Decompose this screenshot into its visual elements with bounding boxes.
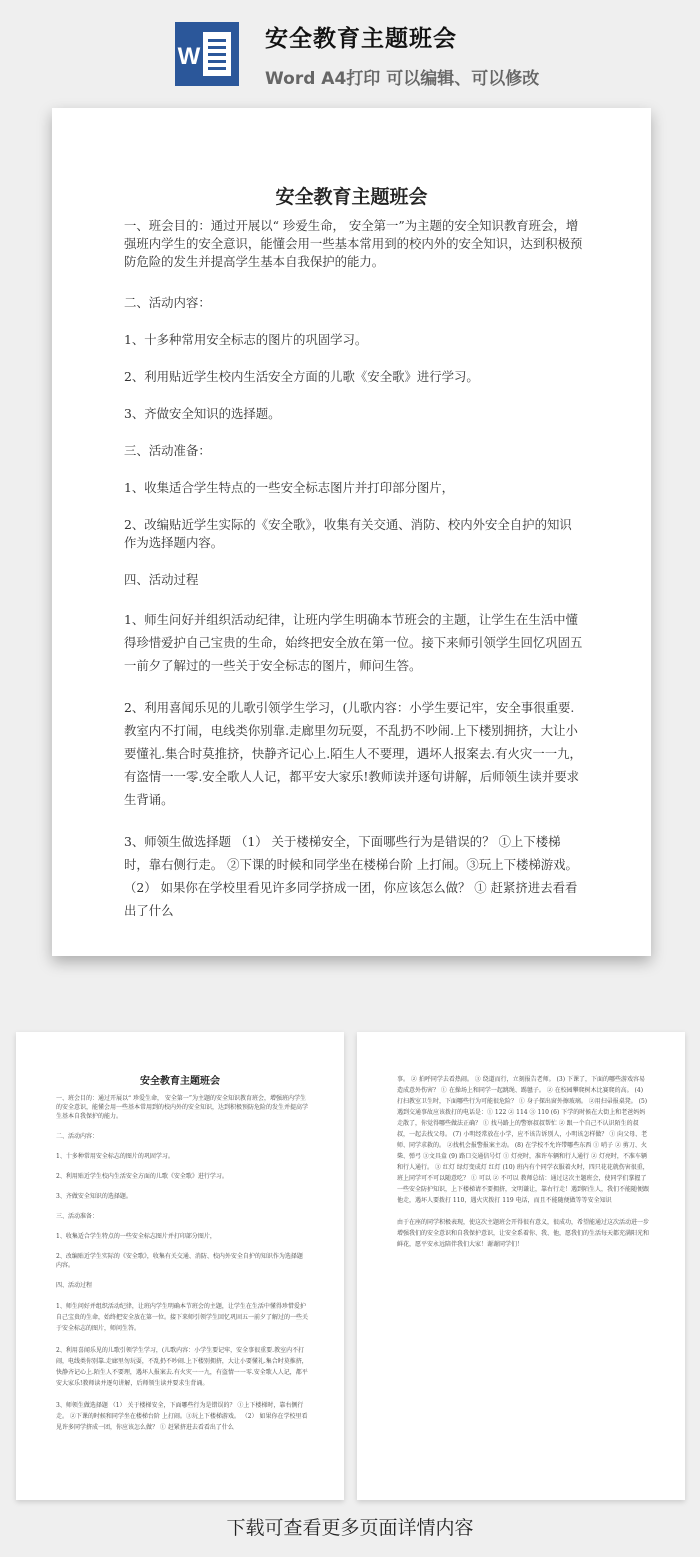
document-body	[124, 217, 584, 922]
thumb-paragraph: 2、利用贴近学生校内生活安全方面的儿歌《安全歌》进行学习。	[56, 1173, 228, 1180]
thumb-paragraph: 1、师生问好并组织活动纪律，让班内学生明确本节班会的主题，让学生在生活中懂得珍惜爱护自己宝贵的生命，始终把安全放在第一位。接下来师引领学生回忆巩固五一前夕了解过的一些关于安全标志的图片，师问生答。	[56, 1303, 309, 1332]
download-more-prompt[interactable]: 下载可查看更多页面详情内容	[226, 1517, 474, 1539]
doc-paragraph: 一、班会目的：通过开展以“ 珍爱生命， 安全第一”为主题的安全知识教育班会，增强班内学生的安全意识，能懂会用一些基本常用到的校内外的安全知识，达到积极预防危险的发生并提高学生基本自我保护的能力。	[124, 218, 583, 269]
header-title: 安全教育主题班会	[265, 26, 457, 52]
thumb-paragraph: 2、改编贴近学生实际的《安全歌》，收集有关交通、消防、校内外安全自护的知识作为选择题内容。	[56, 1253, 303, 1269]
doc-paragraph: 1、收集适合学生特点的一些安全标志图片并打印部分图片，	[124, 480, 455, 495]
doc-heading: 二、活动内容：	[124, 295, 211, 310]
thumb-body	[56, 1094, 308, 1433]
header-subtitle: Word A4打印 可以编辑、可以修改	[265, 69, 540, 89]
thumb-paragraph: 二、活动内容：	[56, 1133, 99, 1140]
doc-heading: 三、活动准备：	[124, 443, 211, 458]
doc-paragraph: 2、利用喜闻乐见的儿歌引领学生学习，(儿歌内容：小学生要记牢，安全事很重要.教室内不打闹，电线类你别靠.走廊里勿玩耍，不乱扔不吵闹.上下楼别拥挤，大让小要懂礼.集合时莫推挤，快静齐记心上.陌生人不要理，遇坏人报案去.有火灾一一九，有盗情一一零.安全歌人人记，都平安大家乐!教师读并逐句讲解，后师领生读并要求生背诵。	[124, 700, 582, 807]
document-page-preview	[52, 108, 651, 956]
thumb-title: 安全教育主题班会	[140, 1076, 220, 1087]
thumb-paragraph: 2、利用喜闻乐见的儿歌引领学生学习，(儿歌内容：小学生要记牢，安全事很重要.教室内不打闹，电线类你别靠.走廊里勿玩耍，不乱扔不吵闹.上下楼别拥挤，大让小要懂礼.集合时莫推挤，快静齐记心上.陌生人不要理，遇坏人报案去.有火灾一一九，有盗情一一零.安全歌人人记，都平安大家乐!教师读并逐句讲解，后师领生读并要求生背诵。	[56, 1347, 308, 1387]
doc-paragraph: 1、师生问好并组织活动纪律，让班内学生明确本节班会的主题，让学生在生活中懂得珍惜爱护自己宝贵的生命，始终把安全放在第一位。接下来师引领学生回忆巩固五一前夕了解过的一些关于安全标志的图片，师问生答。	[124, 612, 583, 673]
doc-paragraph: 3、师领生做选择题 （1） 关于楼梯安全，下面哪些行为是错误的？ ①上下楼梯时，靠右侧行走。 ②下课的时候和同学坐在楼梯台阶 上打闹。③玩上下楼梯游戏。 （2） 如果你在学校里看见许多同学挤成一团，你应该怎么做？ ① 赶紧挤进去看看出了什么	[124, 834, 578, 918]
thumb-paragraph: 1、收集适合学生特点的一些安全标志图片并打印部分图片，	[56, 1233, 216, 1240]
document-title: 安全教育主题班会	[275, 186, 428, 208]
thumb-paragraph: 三、活动准备：	[56, 1213, 99, 1220]
thumb-paragraph: 由于在座的同学积极表现，使这次主题班会开得很有意义，很成功，希望能通过这次活动进一步增强我们的安全意识和自我保护意识，让安全系着你、我、他，愿我们的生活每天都充满阳光和鲜花，愿平安永远陪伴我们大家！谢谢同学们！	[397, 1219, 650, 1248]
word-doc-icon	[175, 22, 239, 86]
doc-paragraph: 3、齐做安全知识的选择题。	[124, 406, 281, 421]
thumb-paragraph: 事。 ② 拍呼同学去看热闹。 ③ 绕道而行，立刻报告老师。 (3) 下课了，下面的哪些游戏容易造成意外伤害？ ① 在操场上和同学一起跳绳、踢毽子。 ② 在校园攀爬树木比赛爬的高。 (4) 打扫教室卫生时，下面哪些行为可能很危险？ ① 身子探出窗外擦玻璃。 ②用扫帚报桌凳。 (5) 遇到交通事故应该拨打的电话是：① 122 ② 114 ③ 110 (6) 下学的时候在大街上和老爸妈妈走散了，你觉得哪些做法正确？ ① 找马路上的警察叔叔帮忙 ② 跟一个自己不认识陌生的叔叔，一起去找父母。 (7) 小明经常放在小学，应不该告诉别人，小明该怎样做？ ① 向父母、老师、同学求救的。 ②找机会报警报案主动。 (8) 在学校不允许带哪些东西 ① 哨子 ② 剪刀、火柴、弹弓 ③文具盒 (9) 路口交通信号灯 ① 灯亮时，准许车辆和行人通行 ② 灯亮时，不准车辆和行人通行。 ③ 红灯 绿灯变成灯 红灯 (10) 班内有个同学衣服着火时，四只花花就伤害很重，班上同学可不可以随意吃？ ① 可以 ② 不可以 教师总结：通过这次主题班会，使同学们掌握了一些安全防护知识，上下楼梯请不要拥挤，文明谦让，靠右行走！遇到陌生人，我们不能随便跟他走，遇坏人要拨打 110，遇火灾拨打 119 电话，而且不能随便做等等安全知识	[397, 1076, 650, 1204]
thumb-paragraph: 3、师领生做选择题 （1） 关于楼梯安全，下面哪些行为是错误的？ ①上下楼梯时，靠右侧行走。 ②下课的时候和同学坐在楼梯台阶 上打闹。③玩上下楼梯游戏。 （2） 如果你在学校里看见许多同学挤成一团，你应该怎么做？ ① 赶紧挤进去看看出了什么	[56, 1402, 308, 1431]
thumb-paragraph: 四、活动过程	[56, 1282, 93, 1289]
thumbnail-page-1[interactable]	[16, 1032, 344, 1500]
doc-paragraph: 1、十多种常用安全标志的图片的巩固学习。	[124, 332, 368, 347]
thumbnail-page-2[interactable]	[357, 1032, 685, 1500]
thumb-body	[397, 1074, 649, 1250]
doc-paragraph: 2、利用贴近学生校内生活安全方面的儿歌《安全歌》进行学习。	[124, 369, 479, 384]
header	[0, 0, 700, 100]
doc-heading: 四、活动过程	[124, 572, 199, 587]
thumb-paragraph: 1、十多种常用安全标志的图片的巩固学习。	[56, 1153, 174, 1160]
doc-paragraph: 2、改编贴近学生实际的《安全歌》，收集有关交通、消防、校内外安全自护的知识作为选择题内容。	[124, 517, 572, 550]
thumb-paragraph: 一、班会目的：通过开展以“ 珍爱生命， 安全第一”为主题的安全知识教育班会，增强班内学生的安全意识，能懂会用一些基本常用到的校内外的安全知识，达到积极预防危险的发生并提高学生基本自我保护的能力。	[56, 1095, 309, 1120]
word-icon-letter: W	[177, 43, 201, 70]
thumb-paragraph: 3、齐做安全知识的选择题。	[56, 1193, 132, 1200]
